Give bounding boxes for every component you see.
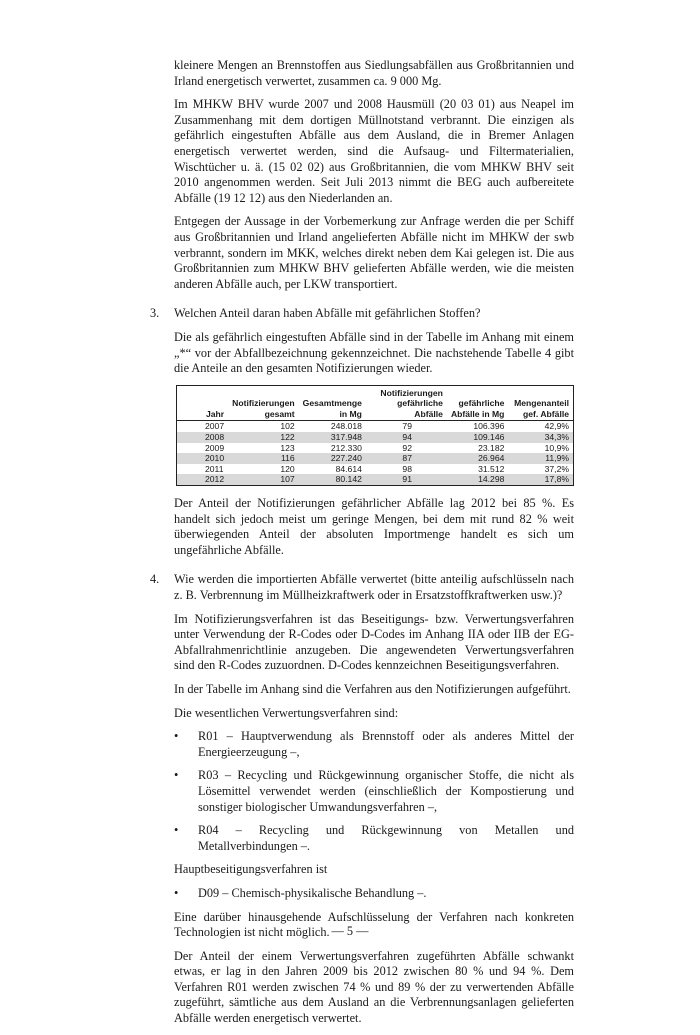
cell: 227.240: [299, 453, 366, 464]
cell-value: 92: [402, 442, 412, 453]
cell: 84.614: [335, 463, 362, 474]
table-row: [177, 432, 574, 443]
question-text: Wie werden die importierten Abfälle verwertet (bitte anteilig aufschlüsseln nach z. B. Verbrennung im Müllheizkraftwerk oder in Ersatzstoffkraftwerken usw.)?: [174, 572, 574, 602]
cell: [366, 474, 447, 485]
cell: 123: [280, 442, 295, 453]
cell: [366, 432, 447, 443]
cell-value: 91: [402, 474, 412, 485]
cell: [366, 464, 447, 475]
col-header: Jahr: [177, 385, 229, 421]
cell: 2010: [177, 453, 229, 464]
cell: 212.330: [330, 442, 362, 453]
table-row: [177, 464, 574, 475]
cell: 31.512: [478, 463, 505, 474]
col-header: gefährliche Abfälle in Mg: [447, 385, 508, 421]
paragraph: kleinere Mengen an Brennstoffen aus Siedlungsabfällen aus Großbritannien und Irland energetisch verwertet, zusammen ca. 9 000 Mg.: [174, 58, 574, 88]
cell: 17,8%: [508, 474, 573, 485]
cell: 80.142: [299, 474, 366, 485]
cell: 109.146: [447, 432, 508, 443]
paragraph: In der Tabelle im Anhang sind die Verfahren aus den Notifizierungen aufgeführt.: [174, 681, 571, 696]
cell: 11,9%: [508, 453, 573, 464]
col-header: Notifizierungen gesamt: [228, 385, 299, 421]
question-number: 4.: [150, 572, 160, 587]
question-text: Welchen Anteil daran haben Abfälle mit gefährlichen Stoffen?: [174, 306, 481, 321]
cell: 2007: [205, 421, 225, 432]
cell: 42,9%: [544, 421, 569, 432]
cell: 106.396: [473, 421, 505, 432]
table-row: [177, 443, 574, 454]
cell: 317.948: [299, 432, 366, 443]
cell-value: 94: [402, 432, 412, 443]
paragraph: Der Anteil der Notifizierungen gefährlicher Abfälle lag 2012 bei 85 %. Es handelt sich jedoch meist um geringe Mengen, bei dem mit rund 82 % weit überwiegenden Anteil der absoluten Importmenge handelt es sich um ungefährliche Abfälle.: [174, 496, 574, 557]
col-header: Notifizierungen gefährliche Abfälle: [366, 385, 447, 421]
cell: 23.182: [478, 442, 505, 453]
cell: 10,9%: [544, 442, 569, 453]
question-number: 3.: [150, 306, 160, 321]
cell: 37,2%: [544, 463, 569, 474]
table-row: [177, 474, 574, 485]
paragraph: Entgegen der Aussage in der Vorbemerkung zur Anfrage werden die per Schiff aus Großbritannien und Irland angelieferten Abfälle nicht im MHKW der swb verbrannt, sondern im MKK, welches direkt neben dem Kai gelegen ist. Die aus Großbritannien zum MHKW BHV gelieferten Abfälle werden, wie die meisten anderen Abfälle auch, per LKW transportiert.: [174, 214, 574, 291]
cell: 102: [280, 421, 295, 432]
page-number: — 5 —: [331, 924, 369, 938]
col-header: Mengenanteil gef. Abfälle: [508, 385, 573, 421]
paragraph: Der Anteil der einem Verwertungsverfahren zugeführten Abfälle schwankt etwas, er lag in den Jahren 2009 bis 2012 zwischen 80 % und 94 %. Dem Verfahren R01 werden zwischen 74 % und 89 % der zu verwertenden Abfälle zugeführt, sämtliche aus dem Ausland an die Verbrennungsanlagen gelieferten Abfälle werden energetisch verwertet.: [174, 948, 574, 1026]
table-row: [177, 421, 574, 432]
cell: 2012: [177, 474, 229, 485]
notification-table: [176, 385, 574, 486]
col-header: Gesamtmenge in Mg: [299, 385, 366, 421]
cell: 120: [280, 463, 295, 474]
cell: [366, 453, 447, 464]
cell: 14.298: [447, 474, 508, 485]
paragraph: Im MHKW BHV wurde 2007 und 2008 Hausmüll (20 03 01) aus Neapel im Zusammenhang mit dem dortigen Müllnotstand verbrannt. Die einzigen als gefährlich eingestuften Abfälle aus dem Ausland, die in Bremer Anlagen energetisch verwertet werden, sind die Aufsaug- und Filtermaterialien, Wischtücher u. ä. (15 02 02) aus Großbritannien, die vom MHKW BHV seit 2010 angenommen werden. Seit Juli 2013 nimmt die BEG auch aufbereitete Abfälle (19 12 12) aus den Niederlanden an.: [174, 97, 574, 205]
cell: 26.964: [447, 453, 508, 464]
paragraph: Im Notifizierungsverfahren ist das Beseitigungs- bzw. Verwertungsverfahren unter Verwendung der R-Codes oder D-Codes im Anhang IIA oder IIB der EG-Abfallrahmenrichtlinie anzugeben. Die angewendeten Verwertungsverfahren sind den R-Codes zuzuordnen. D-Codes kennzeichnen Beseitigungsverfahren.: [174, 611, 574, 673]
list-item: • R01 – Hauptverwendung als Brennstoff oder als anderes Mittel der Energieerzeugung –,: [174, 729, 574, 760]
cell: [366, 443, 447, 454]
cell: 2011: [205, 463, 224, 474]
paragraph: Eine darüber hinausgehende Aufschlüsselung der Verfahren nach konkreten Technologien ist nicht möglich.: [174, 909, 574, 940]
paragraph: Die wesentlichen Verwertungsverfahren sind:: [174, 705, 399, 720]
table-header-row: [177, 385, 574, 421]
cell: 116: [228, 453, 299, 464]
cell-value: 79: [402, 421, 412, 432]
question-4: [150, 572, 574, 603]
paragraph: Hauptbeseitigungsverfahren ist: [174, 862, 328, 877]
cell: 248.018: [330, 421, 362, 432]
table-row: [177, 453, 574, 464]
cell: [366, 421, 447, 432]
bullet-list: [174, 729, 574, 854]
cell: 2008: [177, 432, 229, 443]
cell: 107: [228, 474, 299, 485]
bullet-list: [174, 886, 574, 902]
cell-value: 98: [402, 463, 412, 474]
list-item: • D09 – Chemisch-physikalische Behandlung –.: [174, 886, 574, 902]
paragraph: Die als gefährlich eingestuften Abfälle sind in der Tabelle im Anhang mit einem „*“ vor der Abfallbezeichnung gekennzeichnet. Die nachstehende Tabelle 4 gibt die Anteile an den gesamten Notifizierungen wieder.: [174, 329, 574, 376]
question-3: [150, 306, 574, 322]
cell-value: 87: [402, 453, 412, 464]
cell: 122: [228, 432, 299, 443]
list-item: • R03 – Recycling und Rückgewinnung organischer Stoffe, die nicht als Lösemittel verwendet werden (einschließlich der Kompostierung und sonstiger biologischer Umwandungsverfahren –,: [174, 768, 574, 815]
cell: 34,3%: [508, 432, 573, 443]
cell: 2009: [205, 442, 225, 453]
document-body: [150, 58, 574, 1035]
list-item: • R04 – Recycling und Rückgewinnung von Metallen und Metallverbindungen –.: [174, 823, 574, 854]
